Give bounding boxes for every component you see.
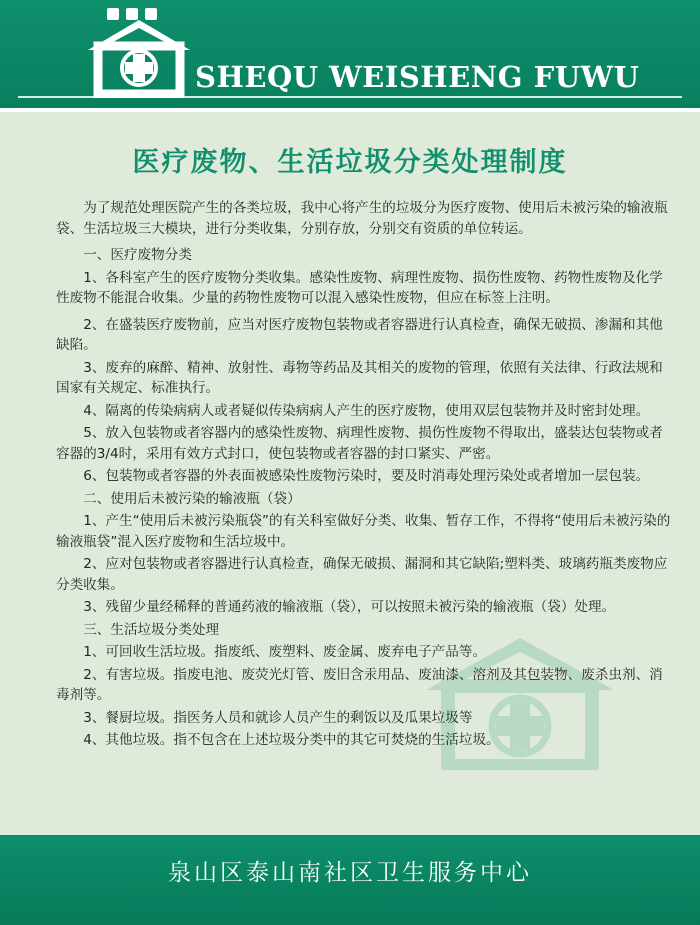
community-health-house-cross-icon — [84, 6, 194, 98]
list-item: 6、包装物或者容器的外表面被感染性废物污染时，要及时消毒处理污染处或者增加一层包装。 — [83, 468, 650, 484]
list-item: 3、餐厨垃圾。指医务人员和就诊人员产生的剩饭以及瓜果垃圾等 — [83, 709, 473, 726]
section-heading: 一、医疗废物分类 — [83, 247, 192, 263]
section-heading: 二、使用后未被污染的输液瓶（袋） — [83, 490, 301, 507]
list-item: 5、放入包装物或者容器内的感染性废物、病理性废物、损伤性废物不得取出，盛装达包装物或者容器的3/4时，采用有效方式封口，使包装物或者容器的封口紧实、严密。 — [56, 425, 663, 462]
brand-name: SHEQU WEISHENG FUWU — [195, 60, 640, 94]
section-heading: 三、生活垃圾分类处理 — [83, 621, 220, 638]
list-item: 3、废弃的麻醉、精神、放射性、毒物等药品及其相关的废物的管理，依照有关法律、行政法规和国家有关规定、标准执行。 — [56, 359, 663, 396]
document-body — [56, 198, 676, 753]
header — [0, 0, 700, 112]
footer-organization: 泉山区泰山南社区卫生服务中心 — [168, 860, 532, 886]
list-item: 1、产生“使用后未被污染瓶袋”的有关科室做好分类、收集、暂存工作，不得将“使用后未被污染的输液瓶袋”混入医疗废物和生活垃圾中。 — [56, 513, 671, 550]
list-item: 4、其他垃圾。指不包含在上述垃圾分类中的其它可焚烧的生活垃圾。 — [83, 732, 500, 748]
list-item: 2、在盛装医疗废物前，应当对医疗废物包装物或者容器进行认真检查，确保无破损、渗漏和其他缺陷。 — [56, 316, 663, 353]
list-item: 1、各科室产生的医疗废物分类收集。感染性废物、病理性废物、损伤性废物、药物性废物及化学性废物不能混合收集。少量的药物性废物可以混入感染性废物，但应在标签上注明。 — [56, 269, 663, 306]
header-underline — [0, 108, 700, 112]
list-item: 2、有害垃圾。指废电池、废荧光灯管、废旧含汞用品、废油漆、溶剂及其包装物、废杀虫剂、消毒剂等。 — [56, 666, 663, 703]
list-item: 3、残留少量经稀释的普通药液的输液瓶（袋），可以按照未被污染的输液瓶（袋）处理。 — [83, 599, 616, 615]
intro-paragraph: 为了规范处理医院产生的各类垃圾，我中心将产生的垃圾分为医疗废物、使用后未被污染的输液瓶袋、生活垃圾三大模块，进行分类收集，分别存放，分别交有资质的单位转运。 — [56, 200, 668, 237]
list-item: 1、可回收生活垃圾。指废纸、废塑料、废金属、废弃电子产品等。 — [83, 644, 487, 660]
page-title: 医疗废物、生活垃圾分类处理制度 — [132, 147, 568, 178]
list-item: 2、应对包装物或者容器进行认真检查，确保无破损、漏洞和其它缺陷;塑料类、玻璃药瓶类废物应分类收集。 — [56, 556, 668, 593]
list-item: 4、隔离的传染病病人或者疑似传染病病人产生的医疗废物，使用双层包装物并及时密封处理。 — [83, 402, 650, 419]
